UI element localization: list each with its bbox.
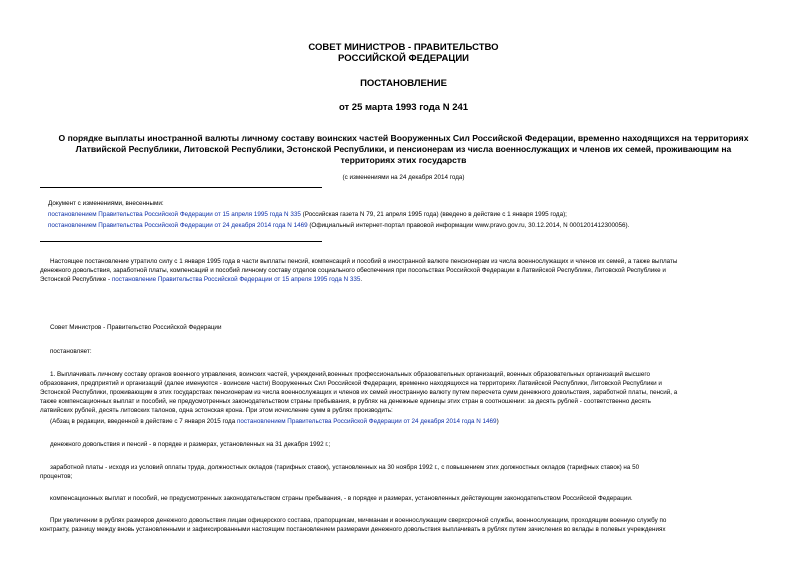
para2-line2: контракту, разницу между вновь установленными и зафиксированными настоящим постановлением размерами денежного довольствия выплачивать в рублях путем зачисления во вклады в полевых учреждениях [40,526,666,533]
org-name-line2: РОССИЙСКОЙ ФЕДЕРАЦИИ [337,53,469,64]
notice-link[interactable]: постановление Правительства Российской Федерации от 15 апреля 1995 года N 335 [111,276,361,283]
item-salary-line1: заработной платы - исходя из условий оплаты труда, должностных окладов (тарифных ставок), установленных на 30 ноября 1992 г., с повышением этих должностных окладов (тарифных ставок) на 50 [50,464,640,471]
amendment-link-2[interactable]: постановлением Правительства Российской Федерации от 24 декабря 2014 года N 1469 [48,222,308,229]
item-salary-line2: процентов; [40,473,73,480]
amendment-text-2: (Официальный интернет-портал правовой информации www.pravo.gov.ru, 30.12.2014, N 0001201412300056). [307,222,630,229]
org-name-line1: СОВЕТ МИНИСТРОВ - ПРАВИТЕЛЬСТВО [308,42,499,53]
para1-line1: 1. Выплачивать личному составу органов военного управления, воинских частей, учреждений,военных профессиональных образовательных организаций, военных образовательных организаций высшего [50,371,651,378]
separator-line [40,241,322,242]
edit-note-text: (Абзац в редакции, введенной в действие с 7 января 2015 года [50,418,237,425]
para1-line5: латвийских рублей, десять литовских талонов, одна эстонская крона. При этом исчисление сумм в рублях производить: [40,407,393,414]
issuer-line: Совет Министров - Правительство Российской Федерации [50,324,222,331]
para1-line2: образования, предприятий и организаций (далее именуются - воинские части) Вооруженных Сил Российской Федерации, временно находящихся на территориях Латвийской Республики, Литовской Республики и [40,380,662,387]
item-compensation: компенсационных выплат и пособий, не предусмотренных законодательством страны пребывания, - в порядке и размерах, установленных действующим законодательством Российской Федерации. [50,495,633,502]
document-title-line3: территориях этих государств [340,155,467,165]
amendments-intro: Документ с изменениями, внесенными: [48,200,164,207]
para2-line1: При увеличении в рублях размеров денежного довольствия лицам офицерского состава, прапорщикам, мичманам и военнослужащим сверхсрочной службы, военнослужащим, проходящим военную службу по [50,517,667,524]
resolves-line: постановляет: [50,348,92,355]
para1-line3: Эстонской Республики, проживающим в этих государствах пенсионерам из числа военнослужащих и членов их семей иностранную валюту путем пересчета сумм денежного довольствия, заработной платы, пенсий, а [40,389,678,396]
changes-note: (с изменениями на 24 декабря 2014 года) [342,174,465,181]
document-title-line1: О порядке выплаты иностранной валюты личному составу воинских частей Вооруженных Сил Российской Федерации, временно находящихся на территориях [58,133,749,143]
para1-line4: также компенсационных выплат и пособий, не предусмотренных законодательством страны пребывания, в рублях на денежные единицы этих стран в соотношении: за десять рублей - соответственно десять [40,398,651,405]
edit-note-link[interactable]: постановлением Правительства Российской Федерации от 24 декабря 2014 года N 1469 [236,418,497,425]
document-title-line2: Латвийской Республики, Литовской Республики, Эстонской Республики, и пенсионерам из числа военнослужащих и членов их семей, проживающим на [75,144,732,154]
amendment-item-1 [48,211,778,219]
notice-end: . [360,276,363,283]
document-type: ПОСТАНОВЛЕНИЕ [360,78,447,89]
amendment-text-1: (Российская газета N 79, 21 апреля 1995 года) (введено в действие с 1 января 1995 года); [300,211,567,218]
amendment-item-2 [48,222,778,230]
amendment-link-1[interactable]: постановлением Правительства Российской Федерации от 15 апреля 1995 года N 335 [48,211,301,218]
separator-line [40,187,322,188]
notice-line2: денежного довольствия, заработной платы, компенсаций и пособий личному составу отделов социального обеспечения при посольствах Российской Федерации в Латвийской Республике, Литовской Республике и [40,267,666,274]
item-allowance: денежного довольствия и пенсий - в порядке и размерах, установленных на 31 декабря 1992 г.; [50,441,331,448]
document-date-number: от 25 марта 1993 года N 241 [338,102,469,113]
paragraph-edit-note [50,418,768,426]
edit-note-end: ) [496,418,499,425]
notice-line3 [40,276,768,284]
notice-text: Эстонской Республике - [40,276,112,283]
notice-line1: Настоящее постановление утратило силу с 1 января 1995 года в части выплаты пенсий, компенсаций и пособий в иностранной валюте пенсионерам из числа военнослужащих и членов их семей, а также выплаты [50,258,678,265]
